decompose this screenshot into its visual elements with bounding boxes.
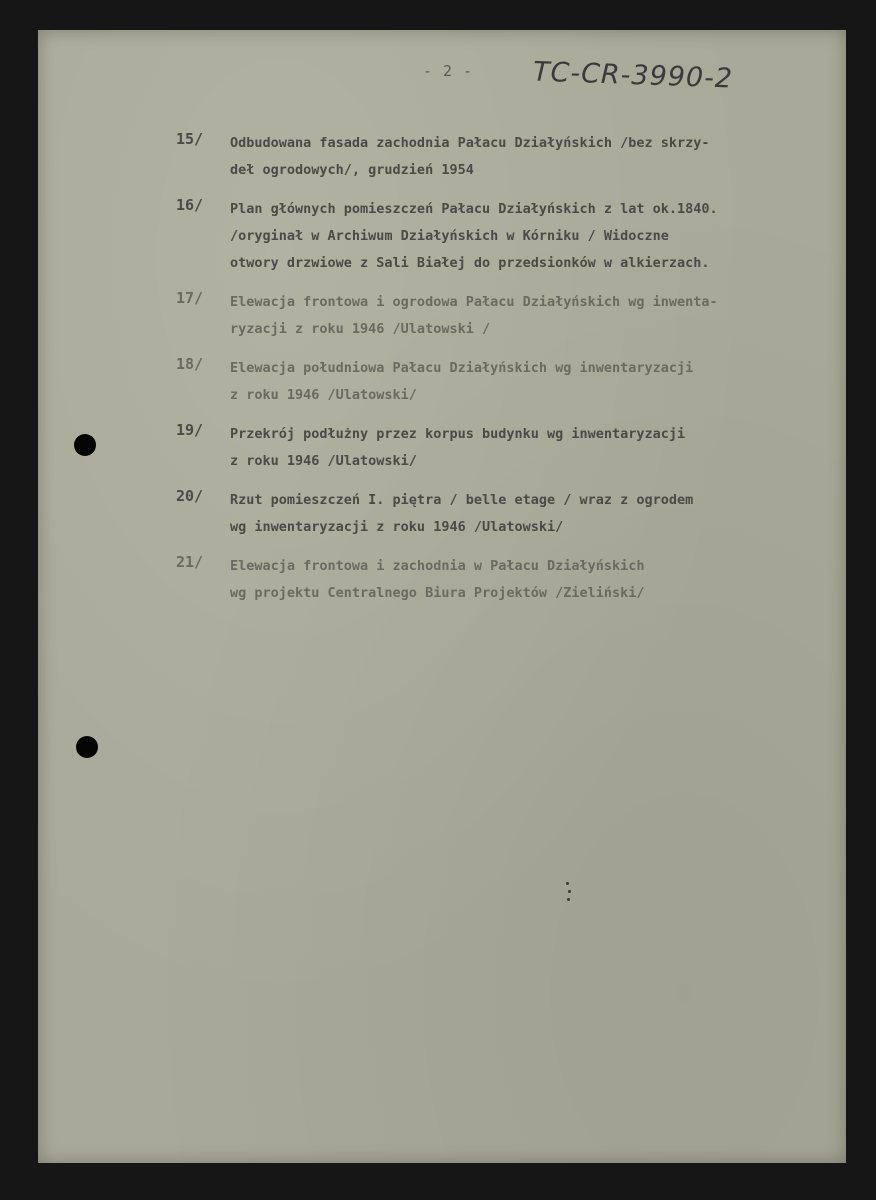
entry-17 [38,289,846,343]
entry-number: 16/ [176,196,204,214]
entry-text-line: Plan głównych pomieszczeń Pałacu Działyńskich z lat ok.1840. [230,201,718,217]
entry-text-line: ryzacji z roku 1946 /Ulatowski / [230,321,491,337]
entry-text-line: Rzut pomieszczeń I. piętra / belle etage / wraz z ogrodem [230,492,694,508]
entry-text-line: otwory drzwiowe z Sali Białej do przedsionków w alkierzach. [230,255,710,271]
paper-speck [566,882,569,885]
entry-16 [38,196,846,277]
entry-18 [38,355,846,409]
entry-text-line: z roku 1946 /Ulatowski/ [230,453,417,469]
entry-list [38,130,846,619]
paper-speck [567,898,570,901]
entry-number: 21/ [176,553,204,571]
paper-speck [568,890,571,893]
entry-text-line: wg projektu Centralnego Biura Projektów /Zieliński/ [230,585,645,601]
entry-text-line: Przekrój podłużny przez korpus budynku wg inwentaryzacji [230,426,686,442]
punch-hole [76,736,98,758]
entry-number: 17/ [176,289,204,307]
entry-number: 18/ [176,355,204,373]
handwritten-archive-reference: TC-CR-3990-2 [532,56,734,95]
entry-20 [38,487,846,541]
entry-21 [38,553,846,607]
entry-text-line: deł ogrodowych/, grudzień 1954 [230,162,474,178]
entry-19 [38,421,846,475]
document-page [38,30,846,1163]
entry-text-line: Elewacja frontowa i ogrodowa Pałacu Działyńskich wg inwenta- [230,294,718,310]
entry-text-line: Elewacja południowa Pałacu Działyńskich wg inwentaryzacji [230,360,694,376]
entry-15 [38,130,846,184]
entry-text-line: wg inwentaryzacji z roku 1946 /Ulatowski/ [230,519,564,535]
entry-text-line: /oryginał w Archiwum Działyńskich w Kórniku / Widoczne [230,228,669,244]
entry-text-line: Elewacja frontowa i zachodnia w Pałacu Działyńskich [230,558,645,574]
entry-number: 15/ [176,130,204,148]
entry-text-line: Odbudowana fasada zachodnia Pałacu Działyńskich /bez skrzy- [230,135,710,151]
page-number: - 2 - [423,62,474,80]
entry-number: 20/ [176,487,204,505]
entry-text-line: z roku 1946 /Ulatowski/ [230,387,417,403]
punch-hole [74,434,96,456]
entry-number: 19/ [176,421,204,439]
